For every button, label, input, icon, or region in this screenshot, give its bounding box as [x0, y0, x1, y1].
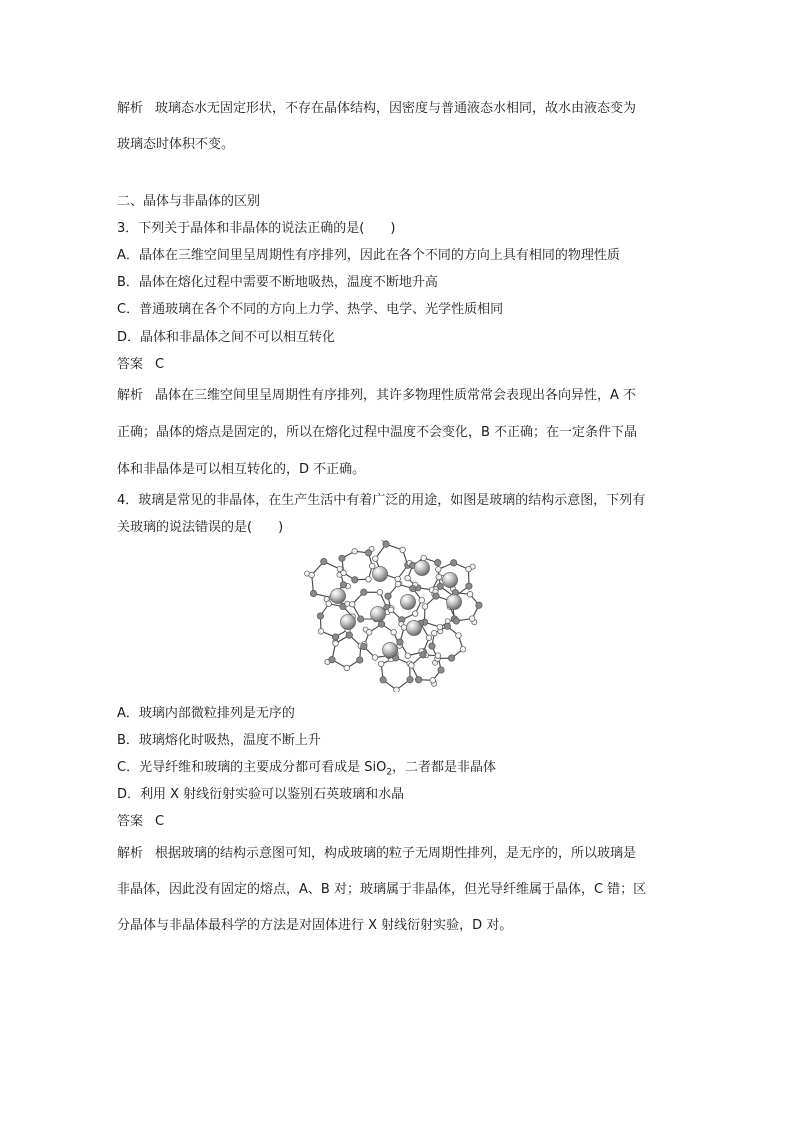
oxygen-atom [437, 624, 443, 630]
analysis-label: 解析 [117, 388, 144, 403]
q3-option-a: A．晶体在三维空间里呈周期性有序排列，因此在各个不同的方向上具有相同的物理性质 [117, 248, 620, 263]
silicon-atom [415, 676, 421, 682]
oxygen-atom [333, 641, 339, 647]
oxygen-atom [401, 625, 407, 631]
oxygen-atom [373, 556, 379, 562]
silicon-atom [357, 657, 363, 663]
oxygen-atom [467, 591, 473, 597]
silicon-atom [310, 590, 316, 596]
q3-analysis-line-2: 正确；晶体的熔点是固定的，所以在熔化过程中温度不会变化，B 不正确；在一定条件下晶 [117, 425, 638, 440]
option-c-text: C．光导纤维和玻璃的主要成分都可看成是 SiO [117, 760, 387, 775]
silicon-atom [434, 559, 440, 565]
oxygen-atom [412, 611, 418, 617]
silicon-atom [429, 643, 435, 649]
silicon-atom [346, 632, 352, 638]
oxygen-atom [309, 572, 315, 578]
oxygen-atom [345, 601, 350, 606]
silicon-atom [383, 541, 389, 547]
q3-option-c: C．普通玻璃在各个不同的方向上力学、热学、电学、光学性质相同 [117, 302, 504, 317]
silicon-atom [365, 550, 371, 556]
answer-value: C [155, 357, 165, 372]
answer-value: C [155, 814, 165, 829]
oxygen-atom [436, 574, 442, 580]
q4-option-c [117, 759, 496, 782]
ring-bond [381, 658, 410, 690]
silicon-atom [420, 652, 426, 658]
cation-sphere [414, 560, 429, 575]
option-c-tail: ，二者都是非晶体 [392, 760, 497, 775]
oxygen-atom [430, 678, 436, 684]
analysis-text: 根据玻璃的结构示意图可知，构成玻璃的粒子无周期性排列，是无序的，所以玻璃是 [155, 846, 637, 861]
silicon-atom [433, 593, 439, 599]
oxygen-atom [344, 665, 350, 671]
oxygen-atom [421, 555, 427, 561]
analysis-intro-line-2: 玻璃态时体积不变。 [117, 137, 235, 152]
cation-sphere [406, 620, 421, 635]
silicon-atom [317, 613, 323, 619]
oxygen-atom [377, 589, 383, 595]
oxygen-atom [435, 567, 441, 573]
analysis-text: 晶体在三维空间里呈周期性有序排列，其许多物理性质常常会表现出各向异性，A 不 [155, 388, 637, 403]
q4-analysis-line-1 [117, 845, 636, 863]
q4-answer [117, 813, 164, 831]
oxygen-atom [395, 581, 401, 587]
silicon-atom [410, 585, 416, 591]
glass-structure-figure [296, 540, 496, 692]
analysis-text: 玻璃态水无固定形状，不存在晶体结构，因密度与普通液态水相同，故水由液态变为 [155, 101, 637, 116]
oxygen-atom [419, 597, 425, 603]
oxygen-atom [394, 687, 400, 692]
answer-label: 答案 [117, 814, 144, 829]
silicon-atom [453, 618, 459, 624]
silicon-atom [378, 621, 384, 627]
oxygen-atom [369, 563, 375, 569]
silicon-atom [321, 558, 327, 564]
q4-analysis-line-3: 分晶体与非晶体最科学的方法是对固体进行 X 射线衍射实验，D 对。 [117, 918, 513, 933]
analysis-label: 解析 [117, 846, 144, 861]
oxygen-atom [456, 633, 462, 639]
cation-sphere [400, 594, 415, 609]
oxygen-atom [422, 604, 428, 610]
q3-analysis-line-1 [117, 387, 636, 405]
analysis-label: 解析 [117, 101, 144, 116]
oxygen-atom [400, 547, 406, 553]
oxygen-atom [466, 566, 472, 572]
oxygen-atom [349, 601, 355, 607]
subscript: 2 [386, 767, 393, 778]
oxygen-atom [352, 548, 358, 554]
silicon-atom [329, 656, 335, 662]
q4-analysis-line-2: 非晶体，因此没有固定的熔点，A、B 对；玻璃属于非晶体，但光导纤维属于晶体，C 错；区 [117, 882, 647, 897]
oxygen-atom [326, 601, 332, 607]
oxygen-atom [391, 629, 397, 635]
oxygen-atom [341, 570, 347, 576]
cation-sphere [382, 642, 397, 657]
oxygen-atom [409, 663, 415, 669]
silicon-atom [361, 589, 367, 595]
silicon-atom [385, 593, 391, 599]
oxygen-atom [388, 607, 394, 613]
oxygen-atom [435, 653, 441, 659]
q3-option-d: D．晶体和非晶体之间不可以相互转化 [117, 330, 336, 345]
answer-label: 答案 [117, 357, 144, 372]
cation-sphere [340, 614, 355, 629]
silicon-atom [361, 643, 367, 649]
cation-sphere [370, 606, 385, 621]
q3-analysis-line-3: 体和非晶体是可以相互转化的，D 不正确。 [117, 462, 366, 477]
silicon-atom [448, 655, 454, 661]
oxygen-atom [426, 635, 432, 641]
cation-sphere [446, 594, 461, 609]
silicon-atom [332, 634, 338, 640]
q3-option-b: B．晶体在熔化过程中需要不断地吸热，温度不断地升高 [117, 275, 438, 290]
cation-sphere [442, 572, 457, 587]
oxygen-atom [395, 576, 401, 582]
oxygen-atom [372, 655, 378, 661]
silicon-atom [357, 616, 363, 622]
cation-sphere [330, 588, 345, 603]
sphere-layer [330, 560, 461, 657]
atom-layer [304, 540, 482, 692]
silicon-atom [397, 639, 403, 645]
oxygen-atom [405, 653, 411, 659]
oxygen-atom [405, 575, 411, 581]
oxygen-atom [318, 629, 324, 635]
silicon-atom [438, 667, 444, 673]
silicon-atom [476, 602, 482, 608]
silicon-atom [380, 677, 386, 683]
silicon-atom [450, 560, 456, 566]
oxygen-atom [460, 646, 466, 652]
silicon-atom [444, 623, 450, 629]
silicon-atom [340, 582, 346, 588]
silicon-atom [352, 577, 358, 583]
cation-sphere [372, 566, 387, 581]
oxygen-atom [378, 661, 384, 667]
q3-answer [117, 356, 164, 374]
section-title: 二、晶体与非晶体的区别 [117, 194, 261, 209]
oxygen-atom [366, 576, 372, 582]
silicon-atom [407, 676, 413, 682]
q4-stem-line-1: 4．玻璃是常见的非晶体，在生产生活中有着广泛的用途，如图是玻璃的结构示意图，下列有 [117, 493, 646, 508]
q3-stem: 3．下列关于晶体和非晶体的说法正确的是( ) [117, 221, 396, 236]
oxygen-atom [469, 616, 475, 622]
oxygen-atom [431, 630, 437, 636]
q4-stem-line-2: 关玻璃的说法错误的是( ) [117, 520, 284, 535]
glass-structure-diagram-icon [296, 540, 496, 692]
analysis-intro-line-1 [117, 100, 636, 118]
oxygen-atom [366, 629, 372, 635]
q4-option-a: A．玻璃内部微粒排列是无序的 [117, 706, 295, 721]
silicon-atom [466, 583, 472, 589]
silicon-atom [339, 555, 345, 561]
q4-option-b: B．玻璃熔化时吸热，温度不断上升 [117, 733, 321, 748]
q4-option-d: D．利用 X 射线衍射实验可以鉴别石英玻璃和水晶 [117, 787, 405, 802]
silicon-atom [437, 583, 443, 589]
